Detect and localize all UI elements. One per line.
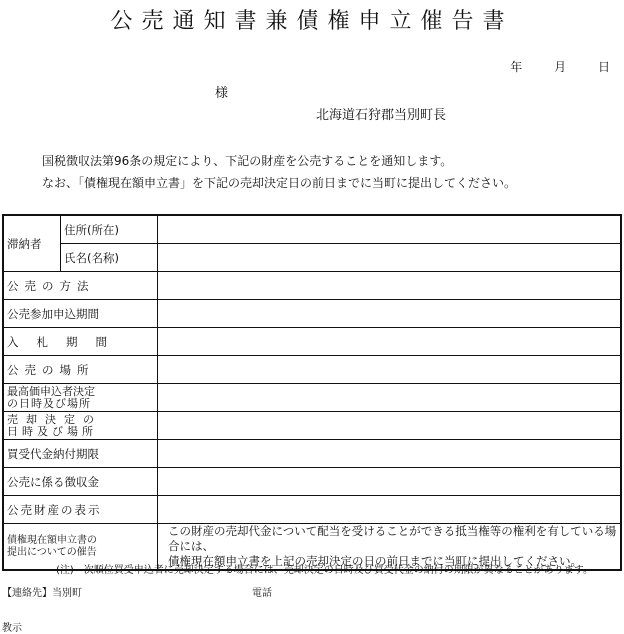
row-label-sale-decision-line1: 売却決定の	[7, 412, 102, 426]
table-row	[3, 412, 621, 440]
teaching-label: 教示	[2, 623, 22, 634]
footnote: (注) 次順位買受申込者に売却決定する場合には、売却決定の日時及び買受代金の納付の期限が異なることがあります。	[56, 565, 594, 576]
row-value-sale-decision	[158, 412, 622, 440]
table-row	[3, 244, 621, 272]
name-value	[158, 244, 622, 272]
address-label: 住所(所在)	[61, 215, 158, 244]
row-label-method: 公売の方法	[3, 272, 158, 300]
table-row	[3, 215, 621, 244]
row-label-highest-bidder-line1: 最高価申込者決定	[7, 384, 95, 398]
date-day-label: 日	[597, 60, 610, 74]
row-label-claim-line1: 債権現在額申立書の	[7, 534, 97, 546]
issuer-name: 北海道石狩郡当別町長	[316, 108, 447, 123]
table-row	[3, 328, 621, 356]
row-label-claim-line2: 提出についての催告	[7, 546, 97, 558]
address-value	[158, 215, 622, 244]
delinquent-label: 滞納者	[3, 215, 61, 272]
claim-text-line2: 債権現在額申立書を上記の売却決定の日の前日までに当町に提出してください。	[168, 554, 582, 568]
row-value-property	[158, 496, 622, 524]
document-title: 公売通知書兼債権申立催告書	[110, 9, 514, 34]
name-label: 氏名(名称)	[61, 244, 158, 272]
row-value-place	[158, 356, 622, 384]
table-row	[3, 356, 621, 384]
row-value-highest-bidder	[158, 384, 622, 412]
row-label-sale-decision	[3, 412, 158, 440]
row-label-collection: 公売に係る徴収金	[3, 468, 158, 496]
addressee-suffix: 様	[215, 86, 229, 101]
row-label-payment-deadline: 買受代金納付期限	[3, 440, 158, 468]
table-row	[3, 272, 621, 300]
body-line-2: なお、「債権現在額申立書」を下記の売却決定日の前日までに当町に提出してください。	[42, 176, 517, 190]
row-label-property: 公売財産の表示	[3, 496, 158, 524]
row-value-payment-deadline	[158, 440, 622, 468]
row-label-sale-decision-line2: 日時及び場所	[7, 424, 97, 438]
row-label-application-period: 公売参加申込期間	[3, 300, 158, 328]
row-value-method	[158, 272, 622, 300]
row-value-application-period	[158, 300, 622, 328]
contact-label: 【連絡先】当別町	[2, 588, 82, 599]
row-label-place: 公売の場所	[3, 356, 158, 384]
date-line	[494, 58, 610, 75]
body-line-1: 国税徴収法第96条の規定により、下記の財産を公売することを通知します。	[42, 154, 453, 168]
row-label-highest-bidder	[3, 384, 158, 412]
table-row	[3, 496, 621, 524]
row-label-highest-bidder-line2: の日時及び場所	[7, 396, 91, 410]
table-row	[3, 300, 621, 328]
table-row	[3, 440, 621, 468]
row-label-bid-period: 入札期間	[3, 328, 158, 356]
table-row	[3, 468, 621, 496]
tel-label: 電話	[252, 588, 272, 599]
claim-text-line1: この財産の売却代金について配当を受けることができる抵当権等の権利を有している場合には、	[168, 524, 617, 553]
date-month-label: 月	[554, 60, 567, 74]
table-row	[3, 384, 621, 412]
row-value-collection	[158, 468, 622, 496]
date-year-label: 年	[510, 60, 523, 74]
row-value-bid-period	[158, 328, 622, 356]
notice-table	[2, 214, 622, 571]
